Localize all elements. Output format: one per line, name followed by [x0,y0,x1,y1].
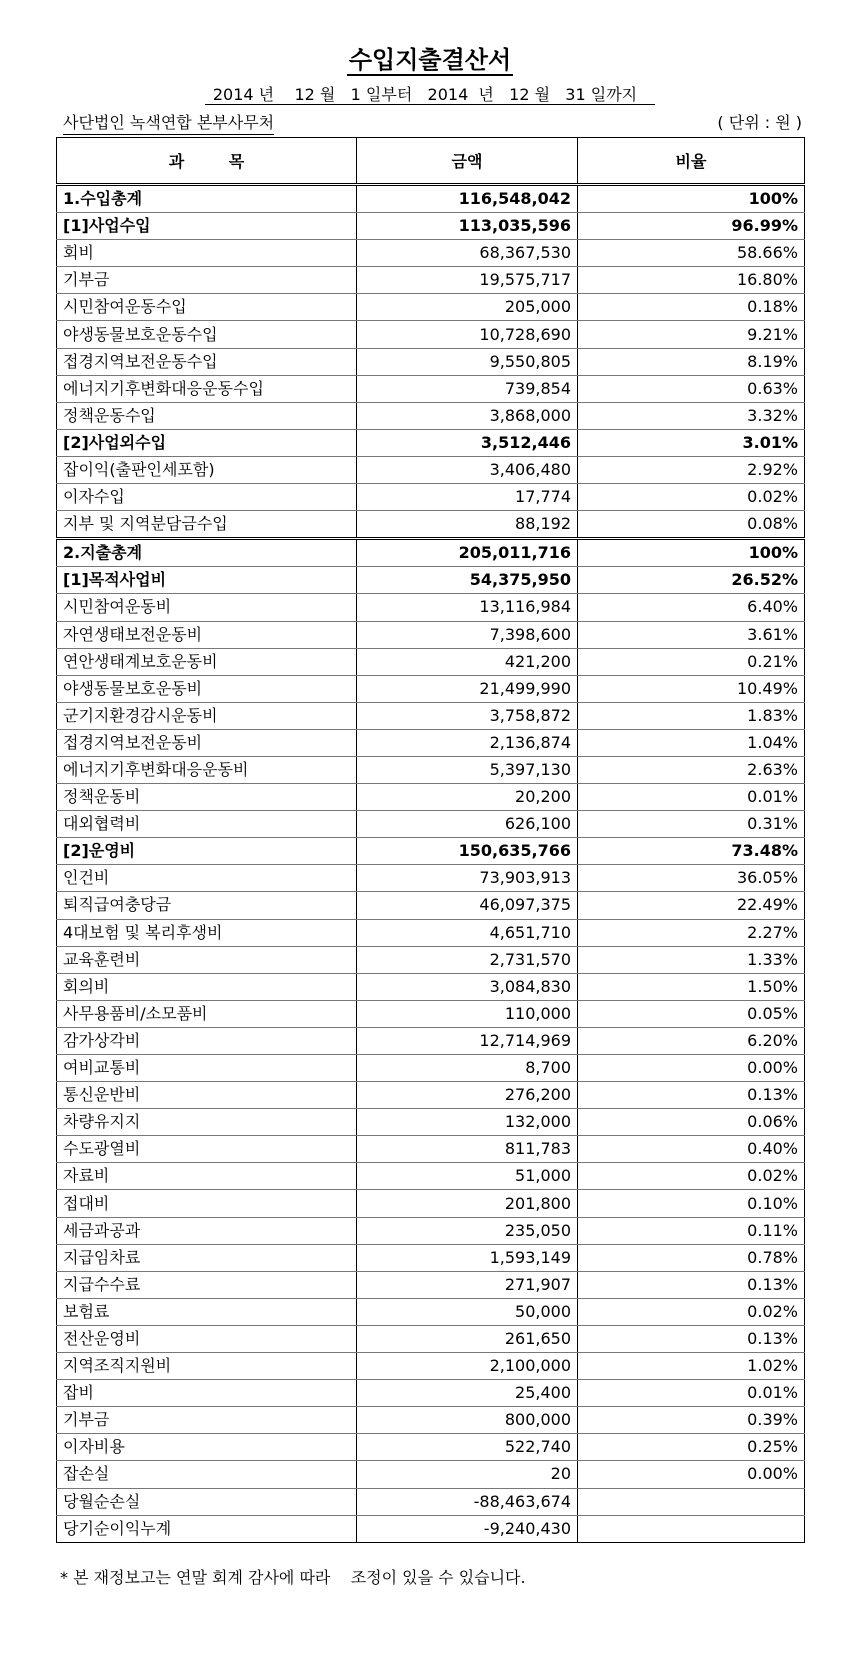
row-ratio: 36.05% [578,865,805,892]
row-item: 대외협력비 [57,811,357,838]
row-ratio: 0.40% [578,1136,805,1163]
row-amount: 2,100,000 [357,1353,578,1380]
table-row [57,1190,805,1217]
row-ratio: 0.05% [578,1000,805,1027]
table-row [57,1271,805,1298]
row-item: 사무용품비/소모품비 [57,1000,357,1027]
row-ratio: 0.18% [578,294,805,321]
row-ratio: 2.92% [578,456,805,483]
row-ratio: 0.01% [578,1380,805,1407]
row-amount: 7,398,600 [357,621,578,648]
table-row [57,511,805,539]
row-item: 당월순손실 [57,1488,357,1515]
table-row [57,429,805,456]
document-title: 수입지출결산서 [348,46,512,74]
table-row [57,402,805,429]
row-amount: 113,035,596 [357,213,578,240]
table-row [57,838,805,865]
unit-label: ( 단위 : 원 ) [717,113,802,132]
row-item: 접경지역보전운동수입 [57,348,357,375]
row-item: 통신운반비 [57,1082,357,1109]
row-item: 감가상각비 [57,1027,357,1054]
row-ratio: 22.49% [578,892,805,919]
row-amount: -9,240,430 [357,1515,578,1542]
table-row [57,213,805,240]
row-item: [2]운영비 [57,838,357,865]
row-ratio: 100% [578,185,805,213]
row-amount: 3,406,480 [357,456,578,483]
row-item: 시민참여운동비 [57,594,357,621]
row-amount: 20,200 [357,784,578,811]
row-ratio: 58.66% [578,240,805,267]
row-ratio [578,1515,805,1542]
row-ratio: 0.39% [578,1407,805,1434]
table-row [57,946,805,973]
header-amount: 금액 [357,138,578,185]
row-ratio: 0.02% [578,1298,805,1325]
footnote: * 본 재정보고는 연말 회계 감사에 따라 조정이 있을 수 있습니다. [60,1568,526,1587]
table-row [57,1027,805,1054]
table-row [57,1515,805,1542]
row-amount: 739,854 [357,375,578,402]
row-item: [1]사업수입 [57,213,357,240]
row-item: 당기순이익누계 [57,1515,357,1542]
table-row [57,594,805,621]
table-row [57,240,805,267]
row-amount: 3,868,000 [357,402,578,429]
row-amount: 276,200 [357,1082,578,1109]
row-item: 인건비 [57,865,357,892]
table-row [57,729,805,756]
row-item: 여비교통비 [57,1055,357,1082]
row-amount: 9,550,805 [357,348,578,375]
table-row [57,702,805,729]
row-item: 회의비 [57,973,357,1000]
row-ratio: 3.01% [578,429,805,456]
row-amount: 421,200 [357,648,578,675]
table-row [57,784,805,811]
row-item: 지역조직지원비 [57,1353,357,1380]
row-amount: 150,635,766 [357,838,578,865]
row-amount: 4,651,710 [357,919,578,946]
row-amount: 201,800 [357,1190,578,1217]
row-item: 전산운영비 [57,1325,357,1352]
row-item: 잡손실 [57,1461,357,1488]
row-ratio: 1.83% [578,702,805,729]
table-row [57,756,805,783]
row-ratio: 10.49% [578,675,805,702]
table-row [57,1353,805,1380]
row-amount: 54,375,950 [357,567,578,594]
row-item: 차량유지지 [57,1109,357,1136]
row-item: 기부금 [57,1407,357,1434]
row-ratio: 1.04% [578,729,805,756]
table-row [57,1109,805,1136]
row-ratio: 0.78% [578,1244,805,1271]
table-row [57,1461,805,1488]
row-ratio: 0.25% [578,1434,805,1461]
table-row [57,294,805,321]
table-row [57,1244,805,1271]
row-ratio: 0.00% [578,1461,805,1488]
table-row [57,456,805,483]
table-row [57,919,805,946]
row-ratio: 1.33% [578,946,805,973]
row-amount: 1,593,149 [357,1244,578,1271]
table-row [57,1082,805,1109]
row-amount: 116,548,042 [357,185,578,213]
row-item: 수도광열비 [57,1136,357,1163]
row-ratio: 0.01% [578,784,805,811]
row-ratio: 0.10% [578,1190,805,1217]
table-row [57,185,805,213]
row-item: 야생동물보호운동수입 [57,321,357,348]
row-ratio: 0.08% [578,511,805,539]
row-item: 연안생태계보호운동비 [57,648,357,675]
table-header-row [57,138,805,185]
row-ratio: 0.21% [578,648,805,675]
table-row [57,1217,805,1244]
row-ratio: 9.21% [578,321,805,348]
row-item: 야생동물보호운동비 [57,675,357,702]
row-amount: 3,084,830 [357,973,578,1000]
row-item: 이자비용 [57,1434,357,1461]
table-row [57,865,805,892]
row-amount: 8,700 [357,1055,578,1082]
row-item: 접경지역보전운동비 [57,729,357,756]
table-row [57,621,805,648]
row-amount: -88,463,674 [357,1488,578,1515]
row-item: 4대보험 및 복리후생비 [57,919,357,946]
organization-name: 사단법인 녹색연합 본부사무처 [63,112,274,135]
table-body [57,185,805,1543]
row-ratio: 0.02% [578,484,805,511]
row-amount: 51,000 [357,1163,578,1190]
row-ratio: 2.63% [578,756,805,783]
table-row [57,375,805,402]
row-ratio: 3.32% [578,402,805,429]
table-row [57,1136,805,1163]
table-row [57,1325,805,1352]
row-ratio: 16.80% [578,267,805,294]
row-amount: 10,728,690 [357,321,578,348]
row-ratio: 0.13% [578,1082,805,1109]
row-amount: 13,116,984 [357,594,578,621]
row-ratio: 0.02% [578,1163,805,1190]
table-row [57,321,805,348]
row-ratio: 26.52% [578,567,805,594]
row-item: 지부 및 지역분담금수입 [57,511,357,539]
row-ratio: 6.40% [578,594,805,621]
row-item: 시민참여운동수입 [57,294,357,321]
table-row [57,1298,805,1325]
row-amount: 132,000 [357,1109,578,1136]
row-amount: 19,575,717 [357,267,578,294]
reporting-period: 2014 년 12 월 1 일부터 2014 년 12 월 31 일까지 [0,84,860,106]
row-amount: 21,499,990 [357,675,578,702]
row-item: 에너지기후변화대응운동수입 [57,375,357,402]
row-ratio: 1.50% [578,973,805,1000]
table-row [57,267,805,294]
row-amount: 88,192 [357,511,578,539]
row-item: 퇴직급여충당금 [57,892,357,919]
table-row [57,675,805,702]
row-item: 잡비 [57,1380,357,1407]
row-ratio: 96.99% [578,213,805,240]
row-ratio [578,1488,805,1515]
row-item: 정책운동비 [57,784,357,811]
row-amount: 811,783 [357,1136,578,1163]
row-ratio: 3.61% [578,621,805,648]
table-row [57,1055,805,1082]
row-ratio: 0.11% [578,1217,805,1244]
row-ratio: 1.02% [578,1353,805,1380]
header-ratio: 비율 [578,138,805,185]
row-ratio: 0.13% [578,1271,805,1298]
row-item: 자료비 [57,1163,357,1190]
row-amount: 3,512,446 [357,429,578,456]
row-item: 회비 [57,240,357,267]
table-row [57,1163,805,1190]
row-item: 이자수입 [57,484,357,511]
row-ratio: 0.63% [578,375,805,402]
row-ratio: 0.00% [578,1055,805,1082]
row-item: [1]목적사업비 [57,567,357,594]
table-row [57,567,805,594]
row-amount: 2,731,570 [357,946,578,973]
row-amount: 12,714,969 [357,1027,578,1054]
row-item: 지급수수료 [57,1271,357,1298]
row-item: 에너지기후변화대응운동비 [57,756,357,783]
row-amount: 2,136,874 [357,729,578,756]
row-ratio: 73.48% [578,838,805,865]
row-ratio: 2.27% [578,919,805,946]
row-amount: 205,000 [357,294,578,321]
row-ratio: 0.31% [578,811,805,838]
row-amount: 261,650 [357,1325,578,1352]
row-amount: 5,397,130 [357,756,578,783]
table-row [57,973,805,1000]
row-item: 세금과공과 [57,1217,357,1244]
row-item: 1.수입총계 [57,185,357,213]
table-row [57,539,805,567]
table-row [57,811,805,838]
row-ratio: 6.20% [578,1027,805,1054]
row-ratio: 0.06% [578,1109,805,1136]
row-item: 자연생태보전운동비 [57,621,357,648]
table-row [57,348,805,375]
row-amount: 25,400 [357,1380,578,1407]
table-row [57,1000,805,1027]
row-amount: 800,000 [357,1407,578,1434]
row-amount: 68,367,530 [357,240,578,267]
row-item: [2]사업외수입 [57,429,357,456]
row-item: 2.지출총계 [57,539,357,567]
row-item: 보험료 [57,1298,357,1325]
row-amount: 235,050 [357,1217,578,1244]
row-amount: 626,100 [357,811,578,838]
row-amount: 110,000 [357,1000,578,1027]
row-amount: 3,758,872 [357,702,578,729]
settlement-table [56,137,805,1543]
table-row [57,1407,805,1434]
row-item: 지급임차료 [57,1244,357,1271]
table-row [57,892,805,919]
table-row [57,484,805,511]
row-amount: 205,011,716 [357,539,578,567]
row-amount: 20 [357,1461,578,1488]
row-item: 접대비 [57,1190,357,1217]
table-row [57,648,805,675]
table-row [57,1380,805,1407]
row-ratio: 100% [578,539,805,567]
row-ratio: 8.19% [578,348,805,375]
row-amount: 50,000 [357,1298,578,1325]
row-item: 군기지환경감시운동비 [57,702,357,729]
row-item: 기부금 [57,267,357,294]
table-row [57,1434,805,1461]
header-item: 과 목 [57,138,357,185]
row-amount: 73,903,913 [357,865,578,892]
table-row [57,1488,805,1515]
row-item: 잡이익(출판인세포함) [57,456,357,483]
row-item: 정책운동수입 [57,402,357,429]
row-amount: 522,740 [357,1434,578,1461]
row-item: 교육훈련비 [57,946,357,973]
row-ratio: 0.13% [578,1325,805,1352]
row-amount: 46,097,375 [357,892,578,919]
row-amount: 271,907 [357,1271,578,1298]
row-amount: 17,774 [357,484,578,511]
